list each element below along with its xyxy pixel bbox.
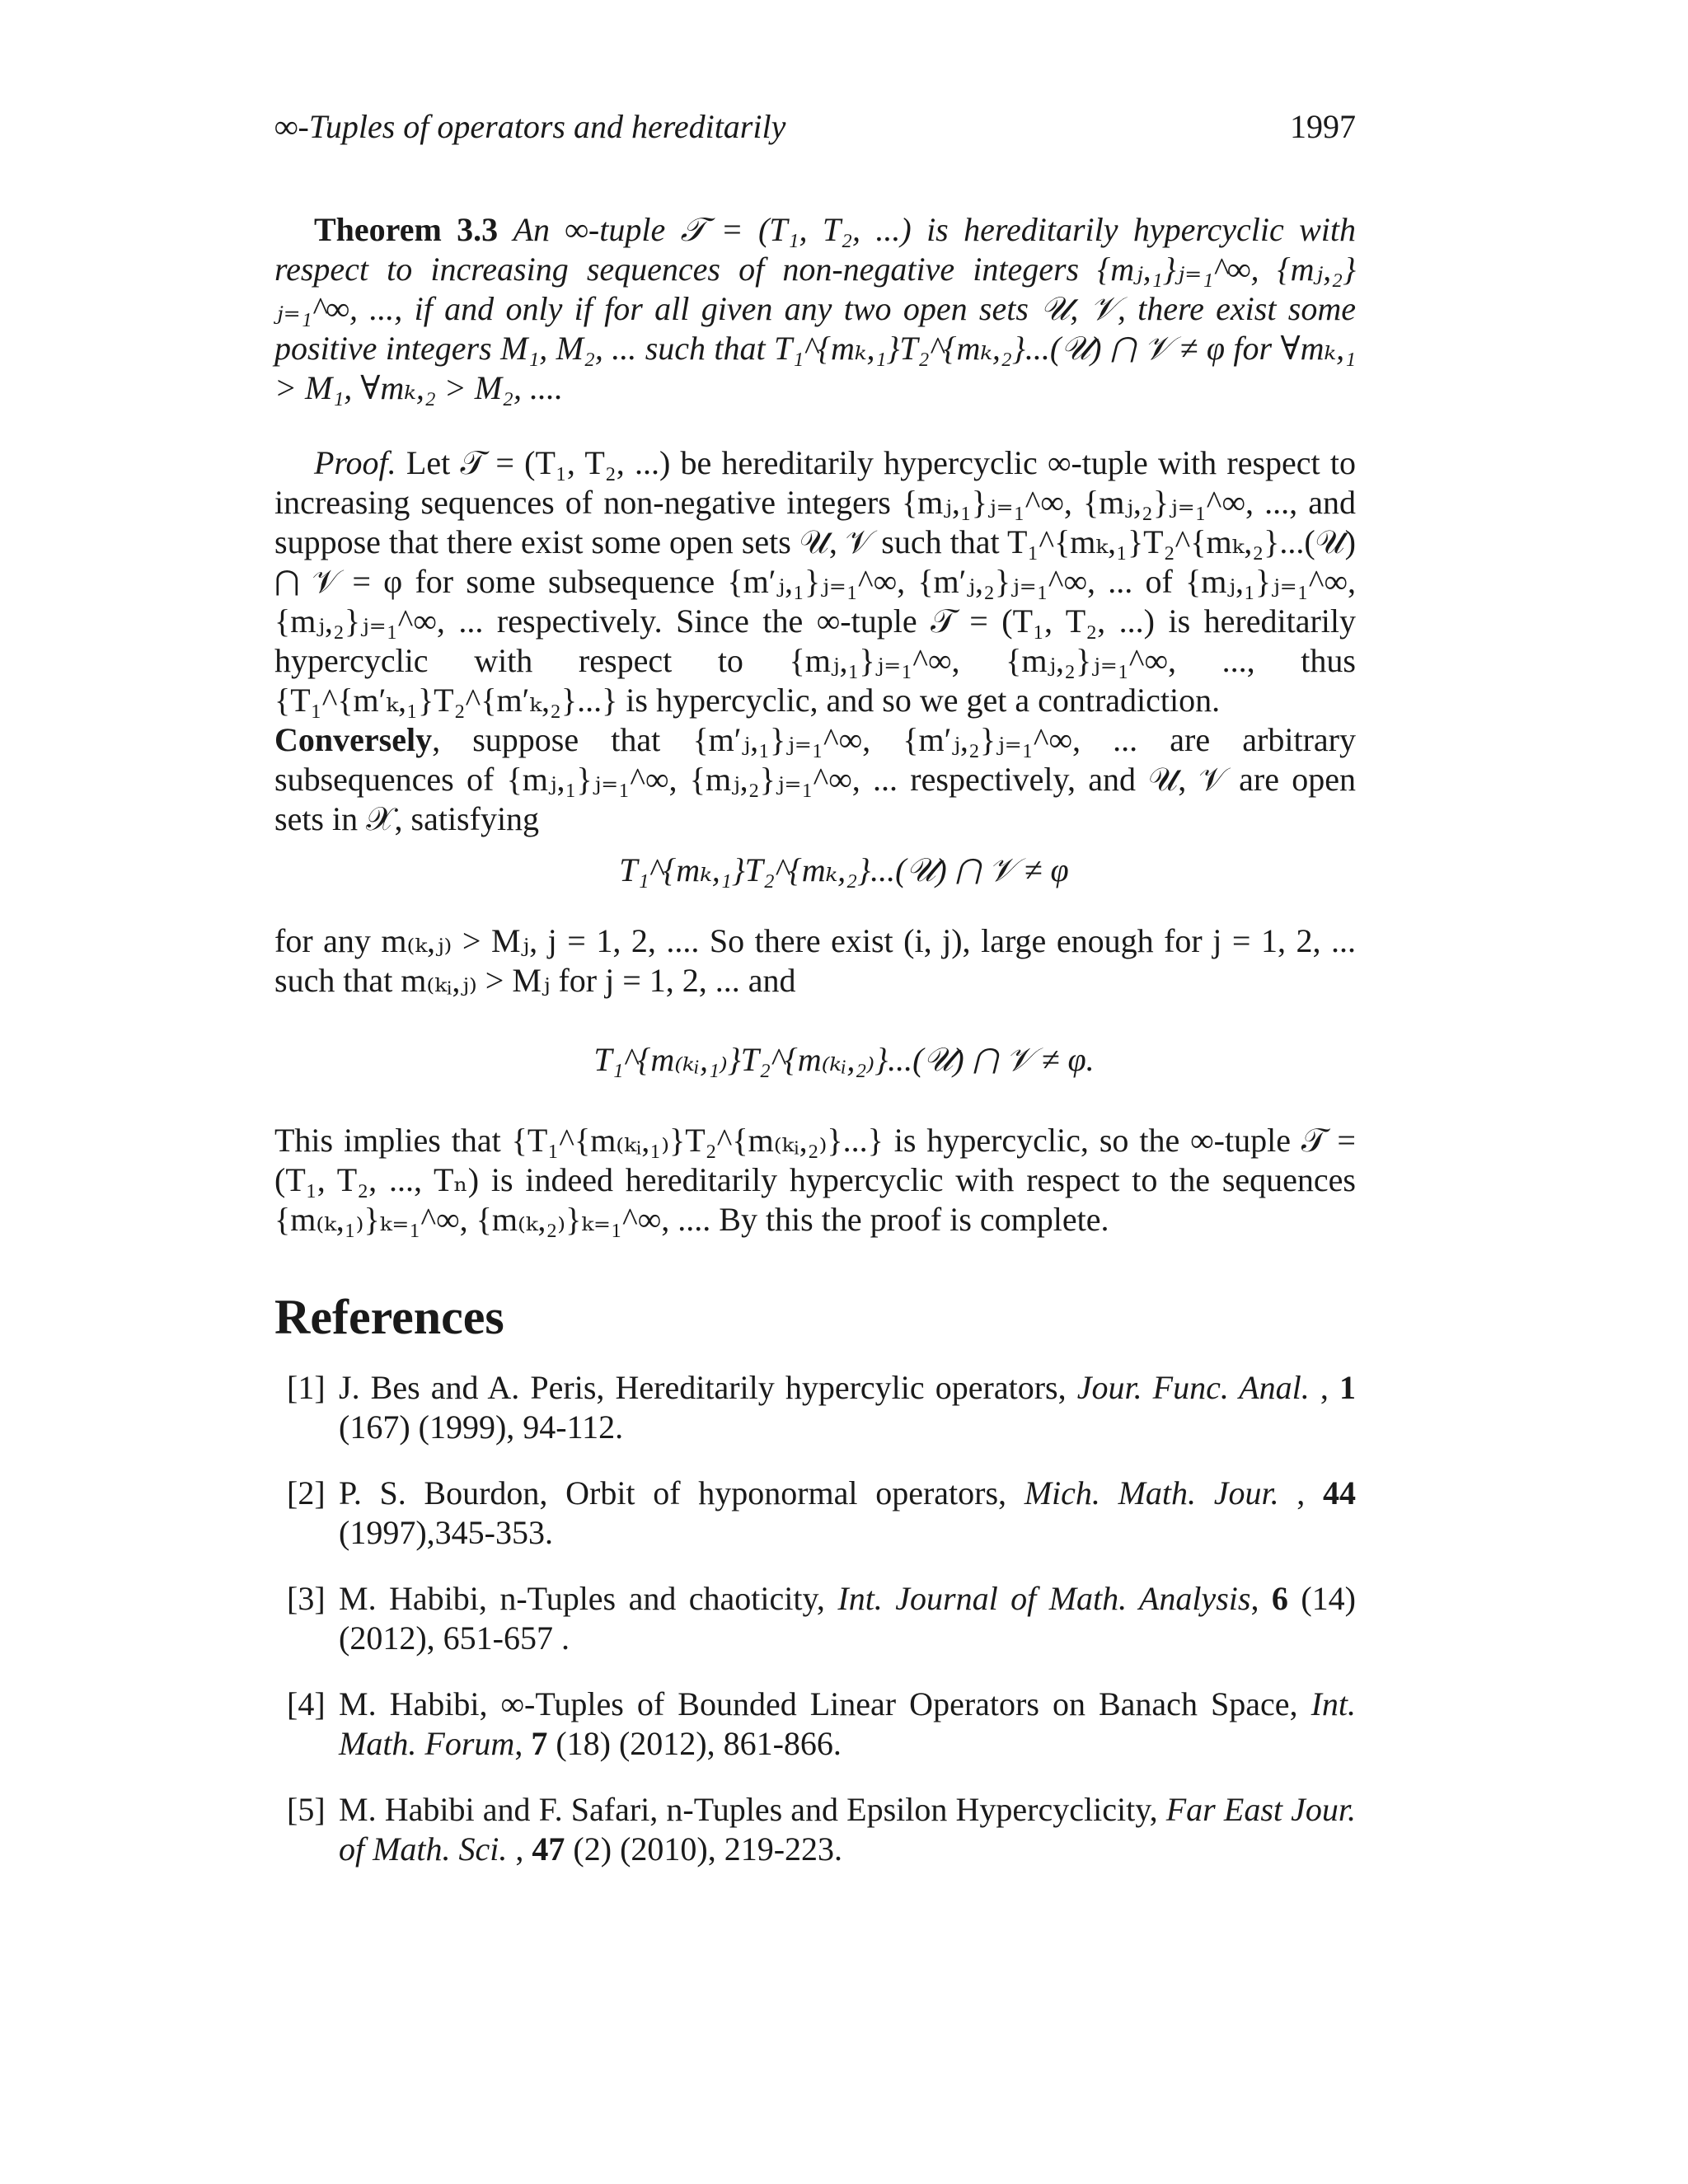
proof-text-3: for any m₍ₖ,ⱼ₎ > Mⱼ, j = 1, 2, .... So there exist (i, j), large enough for j = 1, 2, ... such that m₍ₖᵢ,ⱼ₎ > Mⱼ for j = 1, 2, ... and: [274, 922, 1356, 999]
references-heading: References: [274, 1290, 504, 1344]
reference-list: [274, 1368, 1356, 1896]
reference-item: [1] J. Bes and A. Peris, Hereditarily hypercylic operators, Jour. Func. Anal. , 1 (167) (1999), 94-112.: [287, 1369, 1356, 1446]
theorem-label: Theorem 3.3: [314, 211, 499, 248]
theorem-statement: An ∞-tuple 𝒯 = (T₁, T₂, ...) is hereditarily hypercyclic with respect to increasing sequences of non-negative integers {mⱼ,₁}ⱼ₌₁^∞, {mⱼ,₂}ⱼ₌₁^∞, ..., if and only if for all given any two open sets 𝒰, 𝒱, there exist some positive integers M₁, M₂, ... such that T₁^{mₖ,₁}T₂^{mₖ,₂}...(𝒰) ⋂ 𝒱 ≠ φ for ∀mₖ,₁ > M₁, ∀mₖ,₂ > M₂, ....: [274, 211, 1356, 406]
theorem: [274, 210, 1356, 408]
proof-text-2: , suppose that {m′ⱼ,₁}ⱼ₌₁^∞, {m′ⱼ,₂}ⱼ₌₁^∞, ... are arbitrary subsequences of {mⱼ,₁}ⱼ₌₁^∞, {mⱼ,₂}ⱼ₌₁^∞, ... respectively, and 𝒰, 𝒱 are open sets in 𝒳, satisfying: [274, 721, 1356, 837]
proof-text-4: This implies that {T₁^{m₍ₖᵢ,₁₎}T₂^{m₍ₖᵢ,₂₎}...} is hypercyclic, so the ∞-tuple 𝒯 = (T₁, T₂, ..., Tₙ) is indeed hereditarily hypercyclic with respect to the sequences {m₍ₖ,₁₎}ₖ₌₁^∞, {m₍ₖ,₂₎}ₖ₌₁^∞, .... By this the proof is complete.: [274, 1122, 1356, 1238]
page-number: 1997: [1290, 108, 1356, 145]
proof-label: Proof.: [314, 444, 396, 481]
running-title: ∞-Tuples of operators and hereditarily: [274, 108, 786, 145]
proof-paragraph-1: [274, 443, 1356, 839]
proof-text-1: Let 𝒯 = (T₁, T₂, ...) be hereditarily hypercyclic ∞-tuple with respect to increasing sequences of non-negative integers {mⱼ,₁}ⱼ₌₁^∞, {mⱼ,₂}ⱼ₌₁^∞, ..., and suppose that there exist some open sets 𝒰, 𝒱 such that T₁^{mₖ,₁}T₂^{mₖ,₂}...(𝒰) ⋂ 𝒱 = φ for some subsequence {m′ⱼ,₁}ⱼ₌₁^∞, {m′ⱼ,₂}ⱼ₌₁^∞, ... of {mⱼ,₁}ⱼ₌₁^∞, {mⱼ,₂}ⱼ₌₁^∞, ... respectively. Since the ∞-tuple 𝒯 = (T₁, T₂, ...) is hereditarily hypercyclic with respect to {mⱼ,₁}ⱼ₌₁^∞, {mⱼ,₂}ⱼ₌₁^∞, ..., thus {T₁^{m′ₖ,₁}T₂^{m′ₖ,₂}...} is hypercyclic, and so we get a contradiction.: [274, 444, 1356, 719]
reference-item: [2] P. S. Bourdon, Orbit of hyponormal operators, Mich. Math. Jour. , 44 (1997),345-353.: [287, 1474, 1356, 1551]
reference-item: [4] M. Habibi, ∞-Tuples of Bounded Linear Operators on Banach Space, Int. Math. Forum, 7 (18) (2012), 861-866.: [287, 1685, 1356, 1762]
proof-paragraph-4: [274, 1121, 1356, 1240]
reference-item: [5] M. Habibi and F. Safari, n-Tuples and Epsilon Hypercyclicity, Far East Jour. of Math. Sci. , 47 (2) (2010), 219-223.: [287, 1791, 1357, 1868]
display-equation-2: T₁^{m₍ₖᵢ,₁₎}T₂^{m₍ₖᵢ,₂₎}...(𝒰) ⋂ 𝒱 ≠ φ.: [593, 1041, 1095, 1078]
display-equation-1: T₁^{mₖ,₁}T₂^{mₖ,₂}...(𝒰) ⋂ 𝒱 ≠ φ: [619, 851, 1069, 888]
running-header: [274, 107, 1356, 146]
conversely-label: Conversely: [274, 721, 433, 758]
proof-paragraph-3: [274, 921, 1356, 1001]
reference-item: [3] M. Habibi, n-Tuples and chaoticity, Int. Journal of Math. Analysis, 6 (14) (2012), 651-657 .: [287, 1580, 1357, 1657]
